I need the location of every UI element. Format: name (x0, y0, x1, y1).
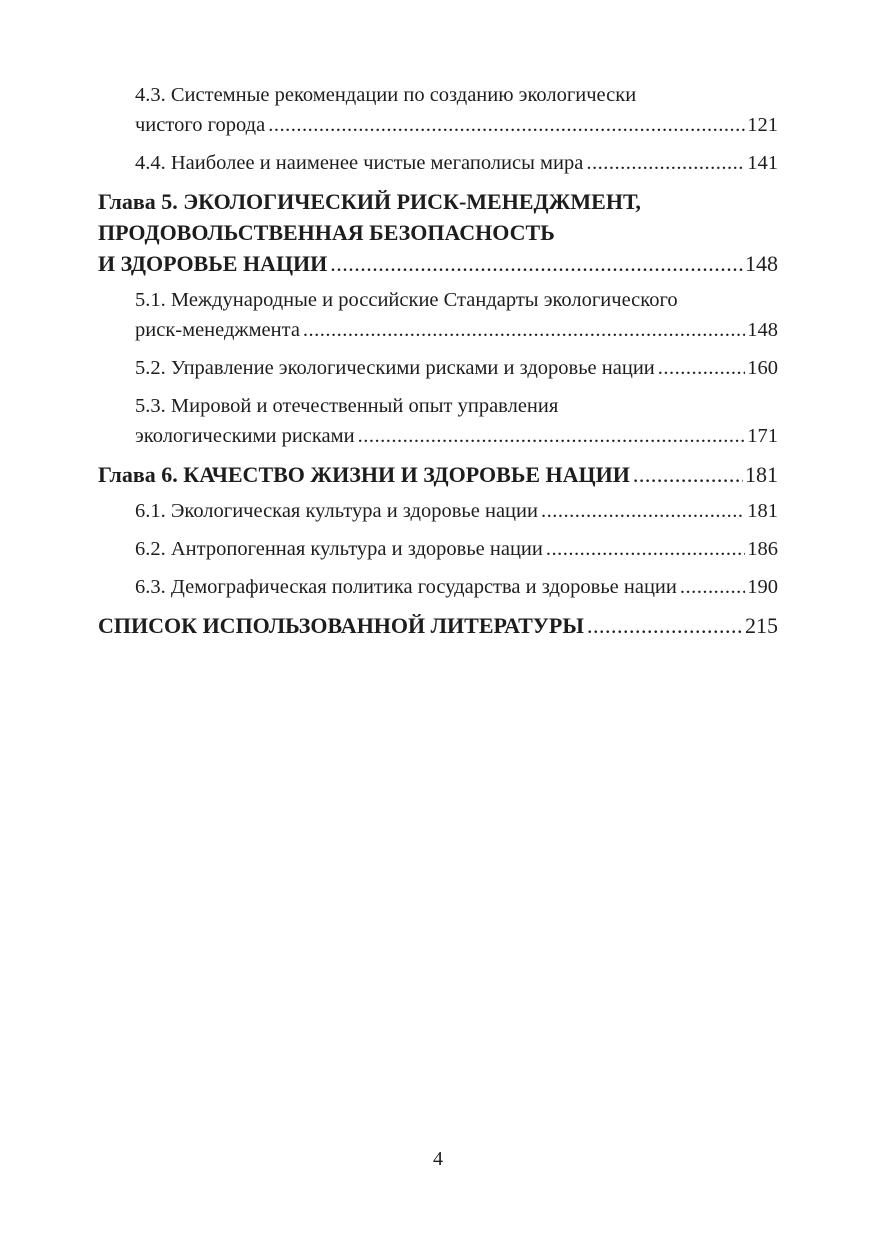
toc-page-number: 171 (747, 425, 778, 447)
toc-chapter-text-line: ПРОДОВОЛЬСТВЕННАЯ БЕЗОПАСНОСТЬ (98, 220, 555, 245)
toc-page-number: 121 (747, 114, 778, 136)
dot-leader (541, 496, 745, 526)
dot-leader (658, 353, 745, 383)
toc-chapter-6[interactable] (98, 459, 778, 490)
toc-entry-text-line: чистого города (135, 114, 266, 136)
toc-entry-text-line: 5.2. Управление экологическими рисками и здоровье нации (135, 357, 655, 379)
dot-leader (358, 421, 746, 451)
toc-page-number: 181 (745, 462, 778, 487)
toc-entry-text-line: 4.3. Системные рекомендации по созданию экологически (135, 84, 637, 106)
table-of-contents (98, 80, 778, 647)
dot-leader (633, 459, 743, 490)
toc-page-number: 141 (747, 152, 778, 174)
toc-page-number: 186 (747, 538, 778, 560)
toc-page-number: 181 (747, 500, 778, 522)
toc-entry-text-line: 6.3. Демографическая политика государства и здоровье нации (135, 576, 677, 598)
toc-chapter-text-line: СПИСОК ИСПОЛЬЗОВАННОЙ ЛИТЕРАТУРЫ (98, 613, 584, 638)
toc-entry-text-line: экологическими рисками (135, 425, 355, 447)
toc-entry-5-3[interactable] (98, 391, 778, 451)
toc-entry-6-2[interactable] (98, 534, 778, 564)
toc-page-number: 148 (747, 319, 778, 341)
dot-leader (680, 572, 745, 602)
toc-entry-text-line: 5.3. Мировой и отечественный опыт управления (135, 395, 559, 417)
dot-leader (330, 248, 743, 279)
toc-entry-text-line: 5.1. Международные и российские Стандарты экологического (135, 289, 678, 311)
toc-page-number: 160 (747, 357, 778, 379)
toc-entry-text-line: 4.4. Наиболее и наименее чистые мегаполисы мира (135, 152, 584, 174)
dot-leader (546, 534, 745, 564)
toc-chapter-text-line: Глава 6. КАЧЕСТВО ЖИЗНИ И ЗДОРОВЬЕ НАЦИИ (98, 462, 630, 487)
toc-entry-text-line: 6.1. Экологическая культура и здоровье нации (135, 500, 538, 522)
toc-entry-6-1[interactable] (98, 496, 778, 526)
toc-entry-5-2[interactable] (98, 353, 778, 383)
toc-page-number: 190 (747, 576, 778, 598)
toc-chapter-5[interactable] (98, 186, 778, 279)
toc-chapter-text-line: И ЗДОРОВЬЕ НАЦИИ (98, 251, 328, 276)
dot-leader (587, 610, 743, 641)
toc-page-number: 148 (745, 251, 778, 276)
toc-entry-4-3[interactable] (98, 80, 778, 140)
toc-chapter-text-line: Глава 5. ЭКОЛОГИЧЕСКИЙ РИСК-МЕНЕДЖМЕНТ, (98, 189, 641, 214)
toc-entry-4-4[interactable] (98, 148, 778, 178)
toc-entry-6-3[interactable] (98, 572, 778, 602)
toc-entry-text-line: риск-менеджмента (135, 319, 300, 341)
dot-leader (586, 148, 745, 178)
toc-page-number: 215 (745, 613, 778, 638)
toc-entry-5-1[interactable] (98, 285, 778, 345)
toc-entry-text-line: 6.2. Антропогенная культура и здоровье нации (135, 538, 543, 560)
page-number: 4 (433, 1148, 443, 1170)
dot-leader (303, 315, 745, 345)
dot-leader (268, 110, 745, 140)
toc-bibliography[interactable] (98, 610, 778, 641)
